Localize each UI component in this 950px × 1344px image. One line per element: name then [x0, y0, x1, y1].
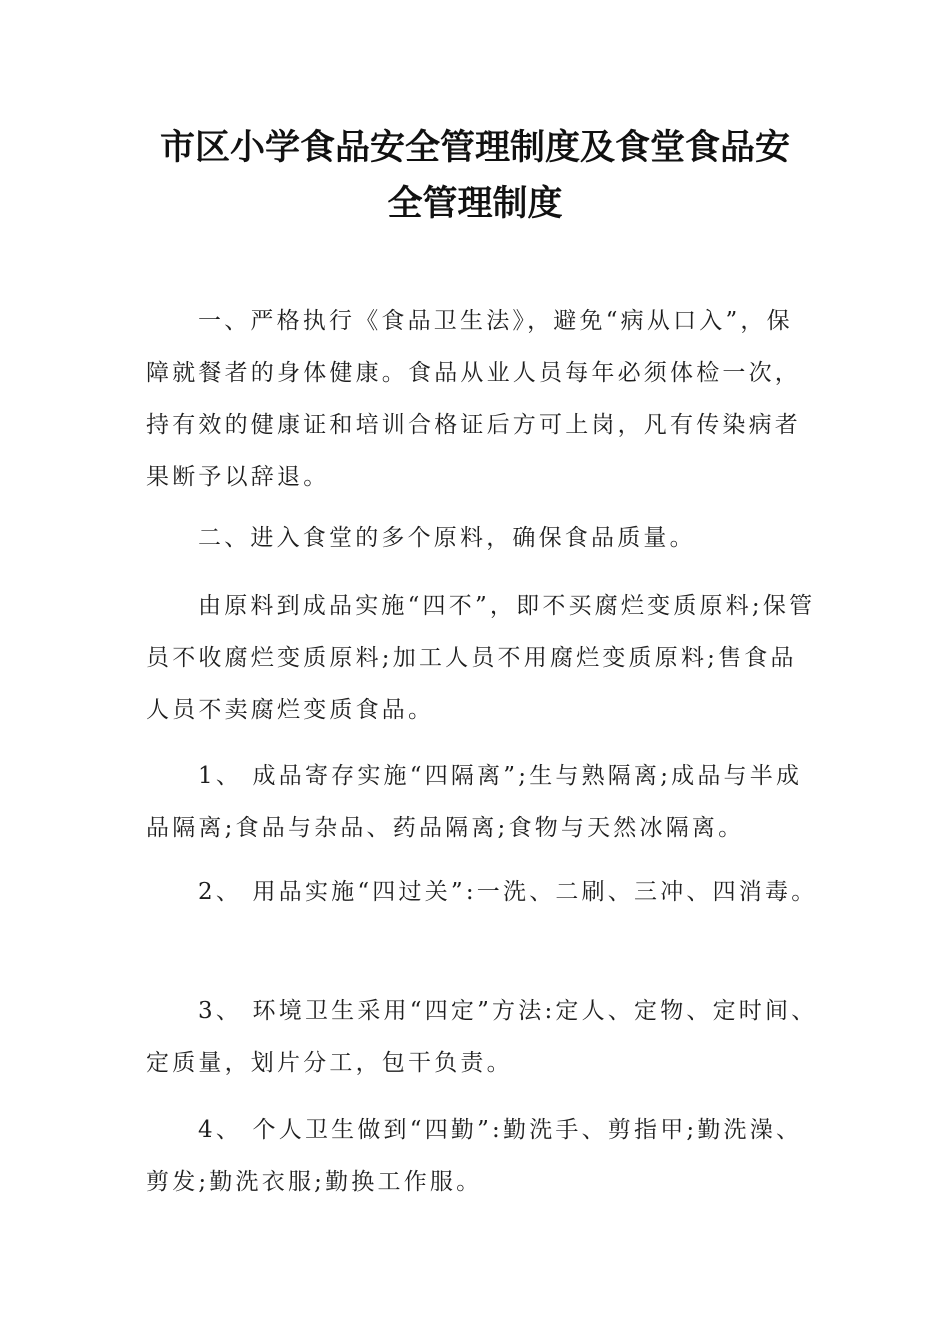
paragraph-3: 由原料到成品实施“四不”，即不买腐烂变质原料;保管员不收腐烂变质原料;加工人员不用腐烂变质原料;售食品人员不卖腐烂变质食品。: [146, 593, 816, 723]
document-title-line-2: 全管理制度: [387, 183, 563, 224]
document-title-line-1: 市区小学食品安全管理制度及食堂食品安: [159, 127, 790, 168]
paragraph-item-2: 2、 用品实施“四过关”:一洗、二刷、三冲、四消毒。: [198, 879, 818, 905]
paragraph-1: 一、严格执行《食品卫生法》，避免“病从口入”，保障就餐者的身体健康。食品从业人员每年必须体检一次，持有效的健康证和培训合格证后方可上岗，凡有传染病者果断予以辞退。: [146, 308, 801, 490]
paragraph-item-3: 3、 环境卫生采用“四定”方法:定人、定物、定时间、定质量，划片分工，包干负责。: [146, 998, 818, 1076]
paragraph-item-1: 1、 成品寄存实施“四隔离”;生与熟隔离;成品与半成品隔离;食品与杂品、药品隔离;食物与天然冰隔离。: [146, 763, 803, 841]
paragraph-item-4: 4、 个人卫生做到“四勤”:勤洗手、剪指甲;勤洗澡、剪发;勤洗衣服;勤换工作服。: [146, 1117, 803, 1195]
paragraph-2: 二、进入食堂的多个原料，确保食品质量。: [198, 525, 696, 551]
